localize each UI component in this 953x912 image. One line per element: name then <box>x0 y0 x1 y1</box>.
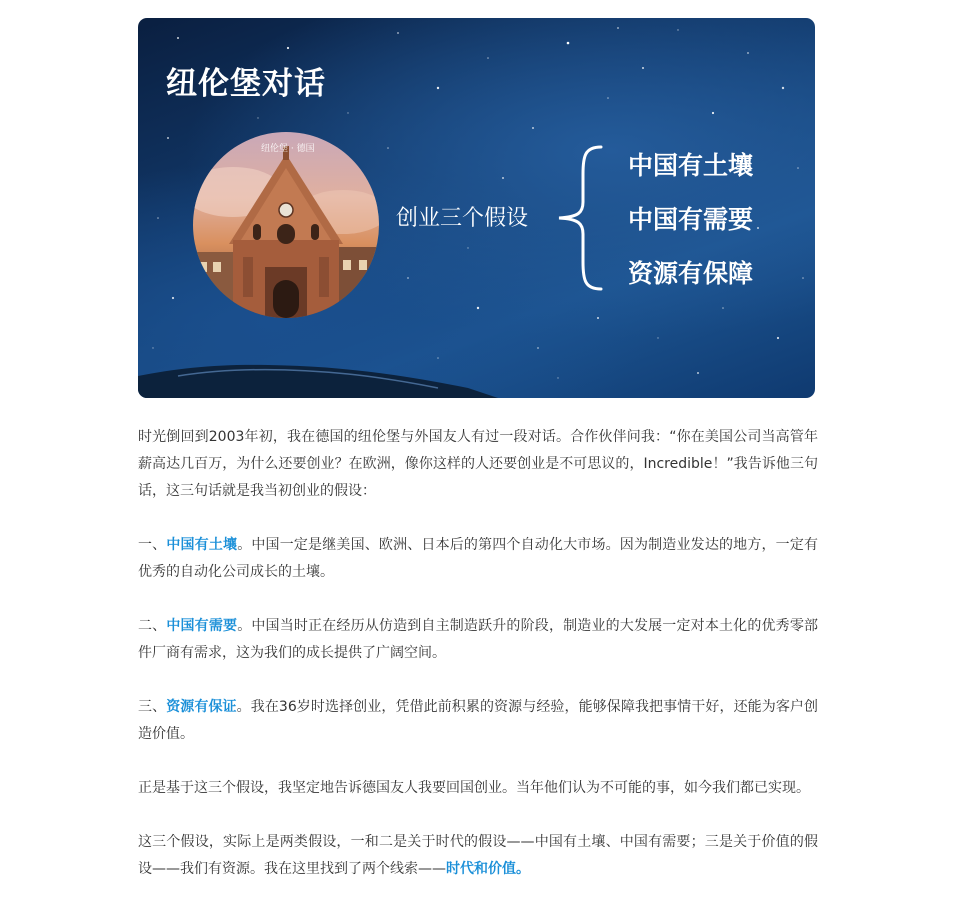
hypothesis-list <box>628 148 753 310</box>
list-prefix: 二、 <box>138 618 167 634</box>
paragraph-text: 。中国一定是继美国、欧洲、日本后的第四个自动化大市场。因为制造业发达的地方，一定有优秀的自动化公司成长的土壤。 <box>138 537 819 580</box>
list-prefix: 三、 <box>138 699 167 715</box>
highlight-text: 中国有土壤 <box>166 537 238 553</box>
curly-brace-icon <box>555 144 605 292</box>
paragraph-hypothesis-2 <box>138 613 818 667</box>
list-prefix: 一、 <box>138 537 167 553</box>
highlight-text: 中国有需要 <box>166 618 238 634</box>
paragraph-intro: 时光倒回到2003年初，我在德国的纽伦堡与外国友人有过一段对话。合作伙伴问我：“你在美国公司当高管年薪高达几百万，为什么还要创业？在欧洲，像你这样的人还要创业是不可思议的，Incredible！”我告诉他三句话，这三句话就是我当初创业的假设： <box>138 429 818 499</box>
article-body <box>138 424 818 910</box>
paragraph-hypothesis-1 <box>138 532 818 586</box>
paragraph-conclusion: 正是基于这三个假设，我坚定地告诉德国友人我要回国创业。当年他们认为不可能的事，如今我们都已实现。 <box>138 780 810 796</box>
nuremberg-church-photo <box>193 132 379 318</box>
paragraph-hypothesis-3 <box>138 694 818 748</box>
mountain-silhouette <box>138 338 815 398</box>
hypothesis-item: 资源有保障 <box>628 259 754 288</box>
banner-title: 纽伦堡对话 <box>166 66 326 102</box>
hypothesis-item: 中国有需要 <box>628 205 754 234</box>
highlight-text: 时代和价值。 <box>446 861 530 877</box>
paragraph-text: 这三个假设，实际上是两类假设，一和二是关于时代的假设——中国有土壤、中国有需要；三是关于价值的假设——我们有资源。我在这里找到了两个线索—— <box>138 834 818 877</box>
photo-caption: 纽伦堡 · 德国 <box>261 144 315 154</box>
paragraph-text: 。我在36岁时选择创业，凭借此前积累的资源与经验，能够保障我把事情干好，还能为客户创造价值。 <box>138 699 819 742</box>
paragraph-text: 。中国当时正在经历从仿造到自主制造跃升的阶段，制造业的大发展一定对本土化的优秀零部件厂商有需求，这为我们的成长提供了广阔空间。 <box>138 618 819 661</box>
hypothesis-item: 中国有土壤 <box>628 151 754 180</box>
paragraph-summary <box>138 829 818 883</box>
banner-image <box>138 18 815 398</box>
hypothesis-label: 创业三个假设 <box>396 206 529 231</box>
highlight-text: 资源有保证 <box>166 699 237 715</box>
